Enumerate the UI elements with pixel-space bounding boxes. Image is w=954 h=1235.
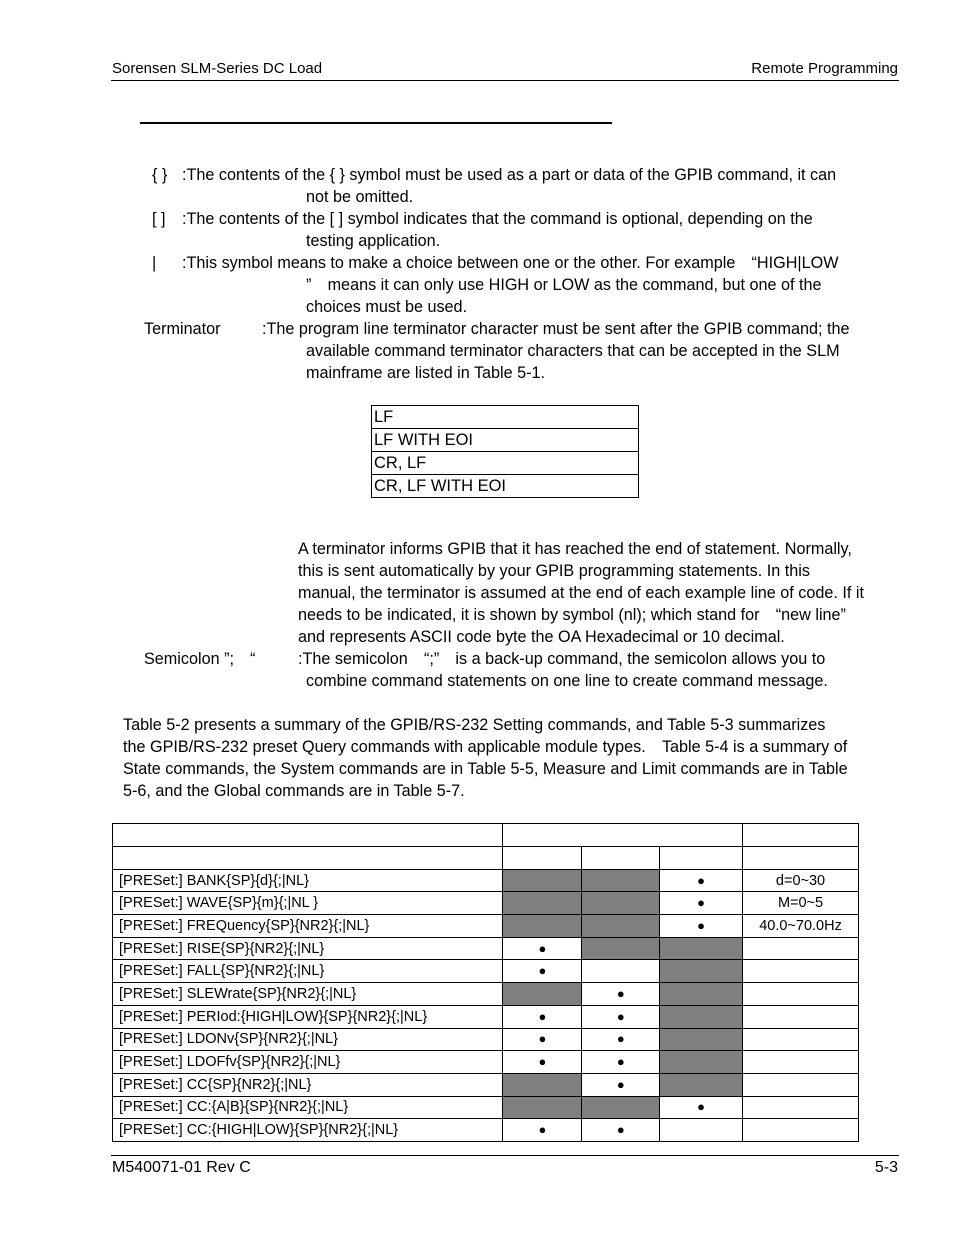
module-cell: [660, 1119, 743, 1142]
not-applicable-cell: [503, 1073, 582, 1096]
not-applicable-cell: [660, 1051, 743, 1074]
bullet-icon: ●: [697, 872, 706, 888]
command-cell: [PRESet:] LDONv{SP}{NR2}{;|NL}: [113, 1028, 503, 1051]
bullet-icon: ●: [538, 940, 547, 956]
range-cell: d=0~30: [743, 869, 859, 892]
module-cell: [503, 937, 582, 960]
range-cell: [743, 937, 859, 960]
terminator-note-line: A terminator informs GPIB that it has reached the end of statement. Normally,: [298, 540, 852, 558]
summary-line: Table 5-2 presents a summary of the GPIB/RS-232 Setting commands, and Table 5-3 summarizes: [123, 716, 826, 734]
not-applicable-cell: [582, 915, 660, 938]
range-cell: [743, 1073, 859, 1096]
table-row: [113, 869, 859, 892]
brackets-symbol: [ ]: [152, 210, 166, 228]
bullet-icon: ●: [616, 1054, 625, 1070]
footer-left: M540071-01 Rev C: [112, 1159, 251, 1176]
command-cell: [PRESet:] CC:{A|B}{SP}{NR2}{;|NL}: [113, 1096, 503, 1119]
table-row: [113, 960, 859, 983]
range-cell: [743, 1096, 859, 1119]
header-cell: [743, 846, 859, 869]
table-row: [113, 1028, 859, 1051]
summary-line: the GPIB/RS-232 preset Query commands with applicable module types. Table 5-4 is a summary of: [123, 738, 848, 756]
not-applicable-cell: [660, 1005, 743, 1028]
semicolon-symbol: Semicolon ”; “: [144, 650, 256, 668]
range-cell: M=0~5: [743, 892, 859, 915]
command-cell: [PRESet:] WAVE{SP}{m}{;|NL }: [113, 892, 503, 915]
terminator-desc-line3: mainframe are listed in Table 5-1.: [306, 364, 546, 382]
bullet-icon: ●: [538, 1008, 547, 1024]
not-applicable-cell: [503, 869, 582, 892]
header-right: Remote Programming: [751, 60, 898, 77]
semicolon-desc-line2: combine command statements on one line to create command message.: [306, 672, 828, 690]
header-cell: [660, 846, 743, 869]
command-cell: [PRESet:] FALL{SP}{NR2}{;|NL}: [113, 960, 503, 983]
module-cell: [582, 1051, 660, 1074]
terminator-note-line: and represents ASCII code byte the OA Hexadecimal or 10 decimal.: [298, 628, 785, 646]
header-cell: [503, 846, 582, 869]
not-applicable-cell: [582, 1096, 660, 1119]
bullet-icon: ●: [616, 1122, 625, 1138]
module-cell: [660, 915, 743, 938]
terminator-table-cell: CR, LF WITH EOI: [372, 475, 639, 498]
not-applicable-cell: [660, 937, 743, 960]
module-cell: [582, 1028, 660, 1051]
range-cell: [743, 960, 859, 983]
semicolon-desc-line1: :The semicolon “;” is a back-up command, the semicolon allows you to: [298, 650, 826, 668]
header-cell: [113, 846, 503, 869]
range-cell: [743, 1051, 859, 1074]
pipe-desc-line1: :This symbol means to make a choice between one or the other. For example “HIGH|LOW: [182, 254, 839, 272]
terminator-table-cell: LF: [372, 406, 639, 429]
module-cell: [503, 1028, 582, 1051]
table-row: [113, 1051, 859, 1074]
table-header-row-1: [113, 824, 859, 847]
module-cell: [660, 1096, 743, 1119]
header-left: Sorensen SLM-Series DC Load: [112, 60, 323, 77]
bullet-icon: ●: [616, 985, 625, 1001]
table-row: [113, 915, 859, 938]
module-cell: [582, 960, 660, 983]
bullet-icon: ●: [616, 1008, 625, 1024]
module-cell: [503, 1005, 582, 1028]
bullet-icon: ●: [697, 1099, 706, 1115]
terminator-desc-line2: available command terminator characters that can be accepted in the SLM: [306, 342, 840, 360]
section-title-underline: [140, 122, 612, 124]
pipe-symbol: |: [152, 254, 157, 272]
not-applicable-cell: [660, 983, 743, 1006]
terminator-symbol: Terminator: [144, 320, 221, 338]
module-cell: [582, 1073, 660, 1096]
command-cell: [PRESet:] CC{SP}{NR2}{;|NL}: [113, 1073, 503, 1096]
table-row: [113, 1005, 859, 1028]
not-applicable-cell: [503, 915, 582, 938]
bullet-icon: ●: [538, 1054, 547, 1070]
header-cell: [113, 824, 503, 847]
range-cell: 40.0~70.0Hz: [743, 915, 859, 938]
bullet-icon: ●: [538, 1031, 547, 1047]
table-header-row-2: [113, 846, 859, 869]
footer-right: 5-3: [874, 1159, 898, 1176]
command-cell: [PRESet:] SLEWrate{SP}{NR2}{;|NL}: [113, 983, 503, 1006]
not-applicable-cell: [503, 1096, 582, 1119]
module-cell: [582, 1119, 660, 1142]
header-cell: [743, 824, 859, 847]
command-table: [112, 823, 859, 1142]
command-cell: [PRESet:] CC:{HIGH|LOW}{SP}{NR2}{;|NL}: [113, 1119, 503, 1142]
braces-desc-line1: :The contents of the { } symbol must be used as a part or data of the GPIB command, it can: [182, 166, 837, 184]
bullet-icon: ●: [697, 917, 706, 933]
terminator-note-line: this is sent automatically by your GPIB programming statements. In this: [298, 562, 810, 580]
command-cell: [PRESet:] FREQuency{SP}{NR2}{;|NL}: [113, 915, 503, 938]
pipe-desc-line3: choices must be used.: [306, 298, 468, 316]
not-applicable-cell: [582, 937, 660, 960]
not-applicable-cell: [582, 892, 660, 915]
summary-line: State commands, the System commands are in Table 5-5, Measure and Limit commands are in Table: [123, 760, 848, 778]
module-cell: [660, 869, 743, 892]
terminator-desc-line1: :The program line terminator character must be sent after the GPIB command; the: [262, 320, 850, 338]
not-applicable-cell: [660, 1028, 743, 1051]
braces-desc-line2: not be omitted.: [306, 188, 414, 206]
header-cell: [582, 846, 660, 869]
table-row: [113, 983, 859, 1006]
table-row: [113, 937, 859, 960]
table-row: [113, 1096, 859, 1119]
module-cell: [582, 983, 660, 1006]
terminator-note-line: manual, the terminator is assumed at the end of each example line of code. If it: [298, 584, 864, 602]
not-applicable-cell: [503, 892, 582, 915]
summary-line: 5-6, and the Global commands are in Table 5-7.: [123, 782, 465, 800]
not-applicable-cell: [660, 960, 743, 983]
terminator-table-cell: CR, LF: [372, 452, 639, 475]
not-applicable-cell: [503, 983, 582, 1006]
pipe-desc-line2: ” means it can only use HIGH or LOW as the command, but one of the: [306, 276, 822, 294]
brackets-desc-line2: testing application.: [306, 232, 441, 250]
module-cell: [582, 1005, 660, 1028]
command-cell: [PRESet:] BANK{SP}{d}{;|NL}: [113, 869, 503, 892]
header-divider: [111, 80, 899, 81]
module-cell: [503, 1051, 582, 1074]
not-applicable-cell: [582, 869, 660, 892]
brackets-desc-line1: :The contents of the [ ] symbol indicates that the command is optional, depending on the: [182, 210, 813, 228]
bullet-icon: ●: [697, 895, 706, 911]
command-cell: [PRESet:] LDOFfv{SP}{NR2}{;|NL}: [113, 1051, 503, 1074]
table-row: [113, 892, 859, 915]
bullet-icon: ●: [538, 963, 547, 979]
terminator-table-cell: LF WITH EOI: [372, 429, 639, 452]
range-cell: [743, 1119, 859, 1142]
range-cell: [743, 983, 859, 1006]
module-cell: [503, 1119, 582, 1142]
bullet-icon: ●: [616, 1076, 625, 1092]
module-cell: [503, 960, 582, 983]
terminator-note-line: needs to be indicated, it is shown by symbol (nl); which stand for “new line”: [298, 606, 846, 624]
footer-divider: [111, 1155, 899, 1156]
range-cell: [743, 1028, 859, 1051]
command-cell: [PRESet:] RISE{SP}{NR2}{;|NL}: [113, 937, 503, 960]
bullet-icon: ●: [538, 1122, 547, 1138]
table-row: [113, 1073, 859, 1096]
module-cell: [660, 892, 743, 915]
command-cell: [PRESet:] PERIod:{HIGH|LOW}{SP}{NR2}{;|NL}: [113, 1005, 503, 1028]
not-applicable-cell: [660, 1073, 743, 1096]
bullet-icon: ●: [616, 1031, 625, 1047]
header-cell: [503, 824, 743, 847]
range-cell: [743, 1005, 859, 1028]
braces-symbol: { }: [152, 166, 168, 184]
table-row: [113, 1119, 859, 1142]
terminator-table: [371, 405, 639, 498]
